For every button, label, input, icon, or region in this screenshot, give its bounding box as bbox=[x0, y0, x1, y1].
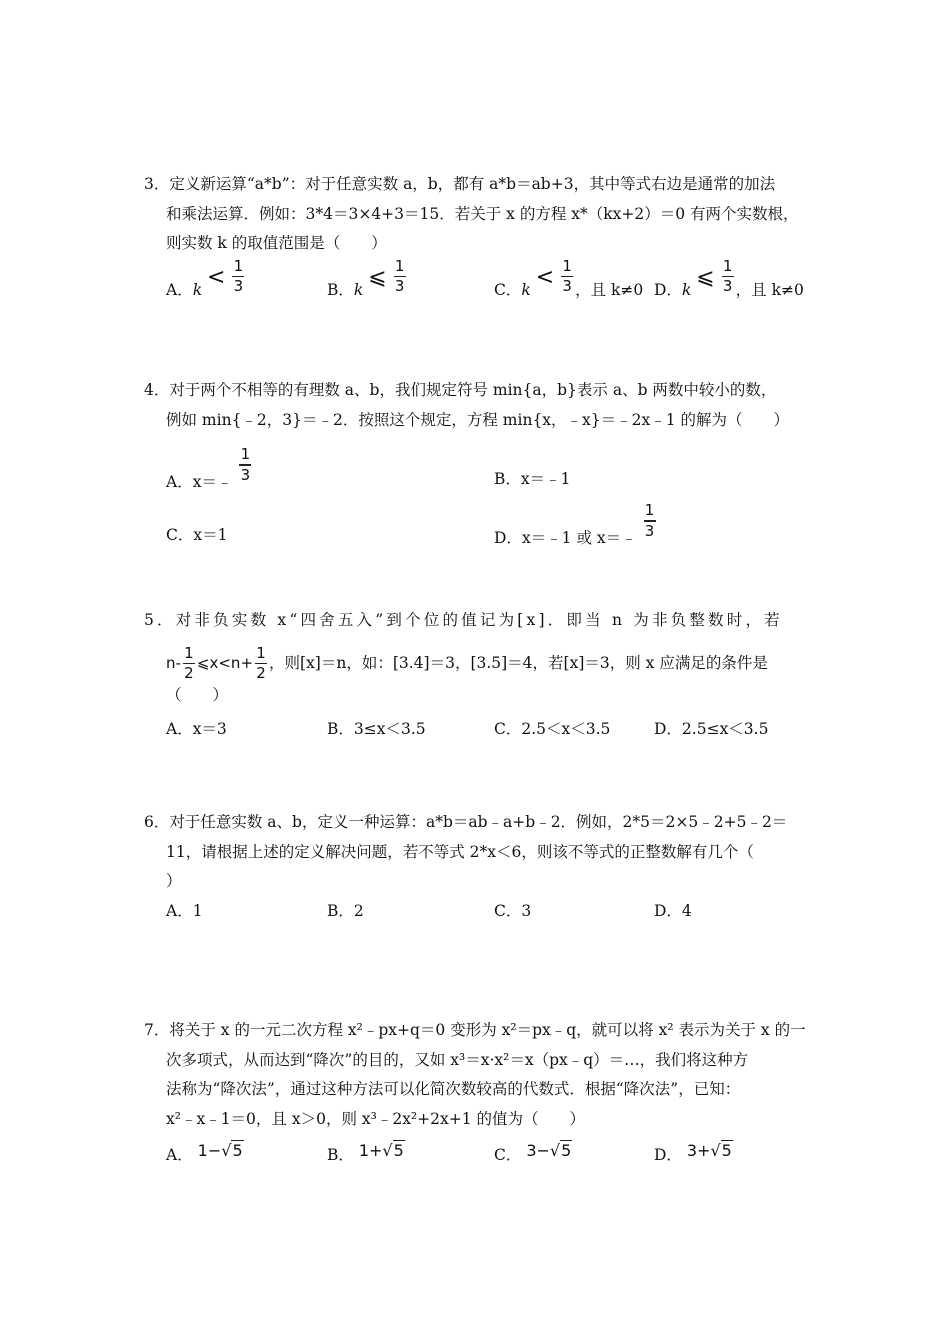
options-row bbox=[144, 715, 824, 755]
fraction: $\frac{1}{2}$ bbox=[256, 643, 266, 682]
option-c[interactable]: C．k < $\frac{1}{3}$ ，且 k≠0 bbox=[494, 256, 644, 299]
question-stem-line: 定义新运算“a*b”：对于任意实数 a，b，都有 a*b＝ab+3，其中等式右边是通常的加法 bbox=[169, 175, 776, 193]
options-row bbox=[144, 256, 824, 313]
question-5 bbox=[144, 606, 824, 755]
sqrt-expression: 1+√5 bbox=[358, 1141, 404, 1160]
option-a[interactable]: A．1 bbox=[166, 901, 203, 920]
option-a[interactable]: A．k < $\frac{1}{3}$ bbox=[166, 256, 244, 299]
options-row bbox=[144, 1140, 824, 1180]
question-7 bbox=[144, 1016, 824, 1180]
option-a[interactable]: A． 1−√5 bbox=[166, 1141, 243, 1164]
question-stem-line: 例如 min{﹣2，3}＝﹣2．按照这个规定，方程 min{x，﹣x}＝﹣2x﹣1 的解为（ ） bbox=[166, 410, 790, 429]
question-number: 5． bbox=[144, 611, 176, 629]
question-stem-line: 对于两个不相等的有理数 a、b，我们规定符号 min{a，b}表示 a、b 两数中较小的数， bbox=[169, 381, 777, 399]
question-number: 6． bbox=[144, 813, 170, 831]
question-4 bbox=[144, 376, 824, 561]
question-stem-line: 将关于 x 的一元二次方程 x²﹣px+q＝0 变形为 x²＝px﹣q，就可以将 x² 表示为关于 x 的一 bbox=[169, 1021, 806, 1039]
option-d[interactable]: D． 3+√5 bbox=[654, 1141, 732, 1164]
question-stem-line: 则实数 k 的取值范围是（ ） bbox=[166, 234, 387, 252]
option-d[interactable]: D．2.5≤x＜3.5 bbox=[654, 719, 769, 738]
question-stem-line: 次多项式，从而达到“降次”的目的，又如 x³＝x·x²＝x（px﹣q）＝…，我们将这种方 bbox=[166, 1050, 749, 1069]
option-c[interactable]: C．3 bbox=[494, 901, 532, 920]
question-stem-line: 对非负实数 x“四舍五入”到个位的值记为[x]．即当 n 为非负整数时，若 bbox=[175, 611, 783, 629]
option-d[interactable]: D．x＝﹣1 或 x＝﹣ $\frac{1}{3}$ bbox=[494, 501, 655, 547]
fraction: $\frac{1}{3}$ bbox=[233, 256, 244, 295]
question-stem-line: （ ） bbox=[166, 686, 229, 704]
option-d[interactable]: D．4 bbox=[654, 901, 692, 920]
option-b[interactable]: B．2 bbox=[327, 901, 364, 920]
option-a[interactable]: A．x＝3 bbox=[166, 719, 227, 738]
option-b[interactable]: B．3≤x＜3.5 bbox=[327, 719, 426, 738]
sqrt-expression: 3−√5 bbox=[526, 1141, 572, 1160]
option-a[interactable]: A．x＝﹣ $\frac{1}{3}$ bbox=[166, 445, 251, 491]
fraction: $\frac{1}{3}$ bbox=[394, 256, 405, 295]
option-c[interactable]: C．2.5＜x＜3.5 bbox=[494, 719, 611, 738]
fraction: $\frac{1}{3}$ bbox=[562, 256, 572, 295]
question-number: 4． bbox=[144, 381, 170, 399]
question-number: 3． bbox=[144, 175, 170, 193]
option-d[interactable]: D．k ⩽ $\frac{1}{3}$ ，且 k≠0 bbox=[654, 256, 804, 299]
option-b[interactable]: B．x＝﹣1 bbox=[494, 470, 571, 488]
option-b[interactable]: B．k ⩽ $\frac{1}{3}$ bbox=[327, 256, 405, 299]
question-6 bbox=[144, 808, 824, 937]
option-c[interactable]: C． 3−√5 bbox=[494, 1141, 572, 1164]
options-row bbox=[144, 445, 824, 521]
sqrt-expression: 1−√5 bbox=[197, 1141, 243, 1160]
fraction: $\frac{1}{3}$ bbox=[644, 501, 655, 540]
question-number: 7． bbox=[144, 1021, 170, 1039]
fraction: $\frac{1}{3}$ bbox=[240, 445, 251, 484]
option-c[interactable]: C．x＝1 bbox=[166, 526, 228, 544]
question-stem-line: 和乘法运算．例如：3*4＝3×4+3＝15．若关于 x 的方程 x*（kx+2）＝0 有两个实数根， bbox=[166, 204, 799, 223]
question-stem-line: 11，请根据上述的定义解决问题，若不等式 2*x＜6，则该不等式的正整数解有几个（ bbox=[166, 842, 754, 861]
fraction: $\frac{1}{3}$ bbox=[722, 256, 733, 295]
question-stem-line: 法称为“降次法”，通过这种方法可以化简次数较高的代数式．根据“降次法”，已知： bbox=[166, 1080, 741, 1098]
option-b[interactable]: B． 1+√5 bbox=[327, 1141, 404, 1164]
question-stem-line: ） bbox=[166, 872, 182, 890]
sqrt-expression: 3+√5 bbox=[686, 1141, 732, 1160]
options-row bbox=[144, 897, 824, 937]
question-3 bbox=[144, 170, 824, 313]
question-stem-line: n- $\frac{1}{2}$ ⩽x<n+ $\frac{1}{2}$ ，则[x]＝n，如：[3.4]＝3，[3.5]＝4，若[x]＝3，则 x 应满足的条件是 bbox=[166, 643, 768, 682]
question-stem-line: 对于任意实数 a、b，定义一种运算：a*b＝ab﹣a+b﹣2．例如，2*5＝2×5﹣2+5﹣2＝ bbox=[169, 813, 788, 831]
options-row bbox=[144, 501, 824, 561]
fraction: $\frac{1}{2}$ bbox=[184, 643, 194, 682]
question-stem-line: x²﹣x﹣1＝0，且 x＞0，则 x³﹣2x²+2x+1 的值为（ ） bbox=[166, 1109, 586, 1128]
